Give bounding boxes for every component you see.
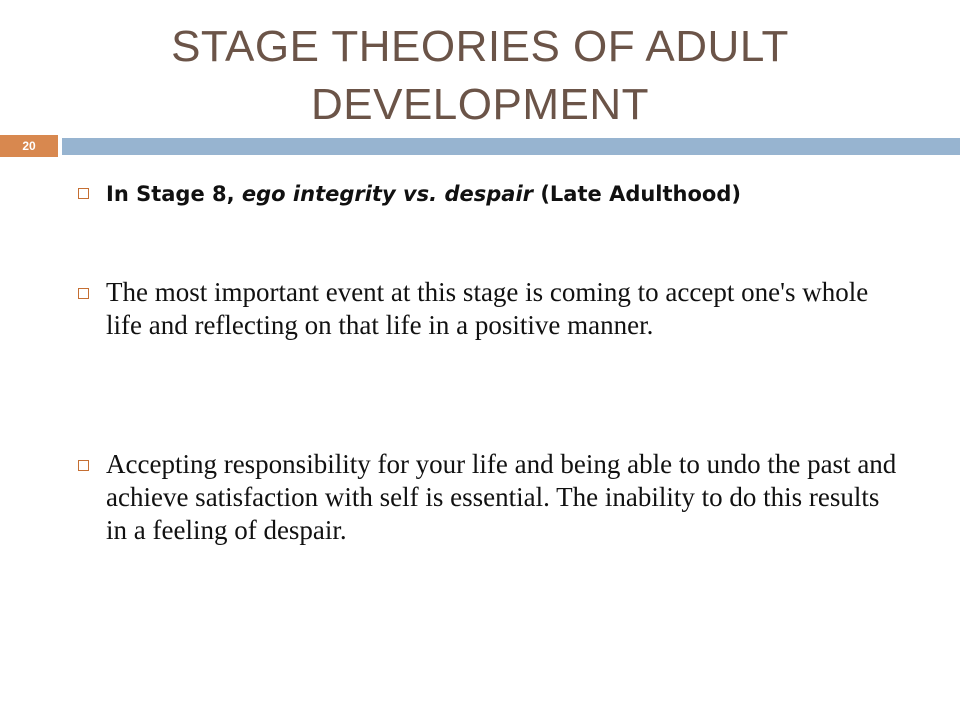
- bullet-text: [106, 178, 741, 210]
- bullet-text-prefix: In Stage 8,: [106, 182, 242, 206]
- bullet-text-italic-despair: despair: [444, 182, 534, 206]
- bullet-text: The most important event at this stage is coming to accept one's whole life and reflecting on that life in a positive manner.: [106, 277, 869, 340]
- bullet-text-italic-ego-integrity: ego integrity: [241, 182, 396, 206]
- square-bullet-icon: [78, 188, 89, 199]
- bullet-text-vs: vs.: [395, 182, 445, 206]
- slide-title-line-2: DEVELOPMENT: [310, 80, 649, 129]
- square-bullet-icon: [78, 460, 89, 471]
- page-number-badge: 20: [0, 135, 58, 157]
- bullet-text-suffix: (Late Adulthood): [533, 182, 741, 206]
- slide-title: [60, 18, 900, 134]
- slide-title-line-1: STAGE THEORIES OF ADULT: [171, 22, 789, 71]
- title-divider-bar: [62, 138, 960, 155]
- square-bullet-icon: [78, 288, 89, 299]
- bullet-text: Accepting responsibility for your life and being able to undo the past and achieve satisfaction with self is essential. The inability to do this results in a feeling of despair.: [106, 449, 897, 545]
